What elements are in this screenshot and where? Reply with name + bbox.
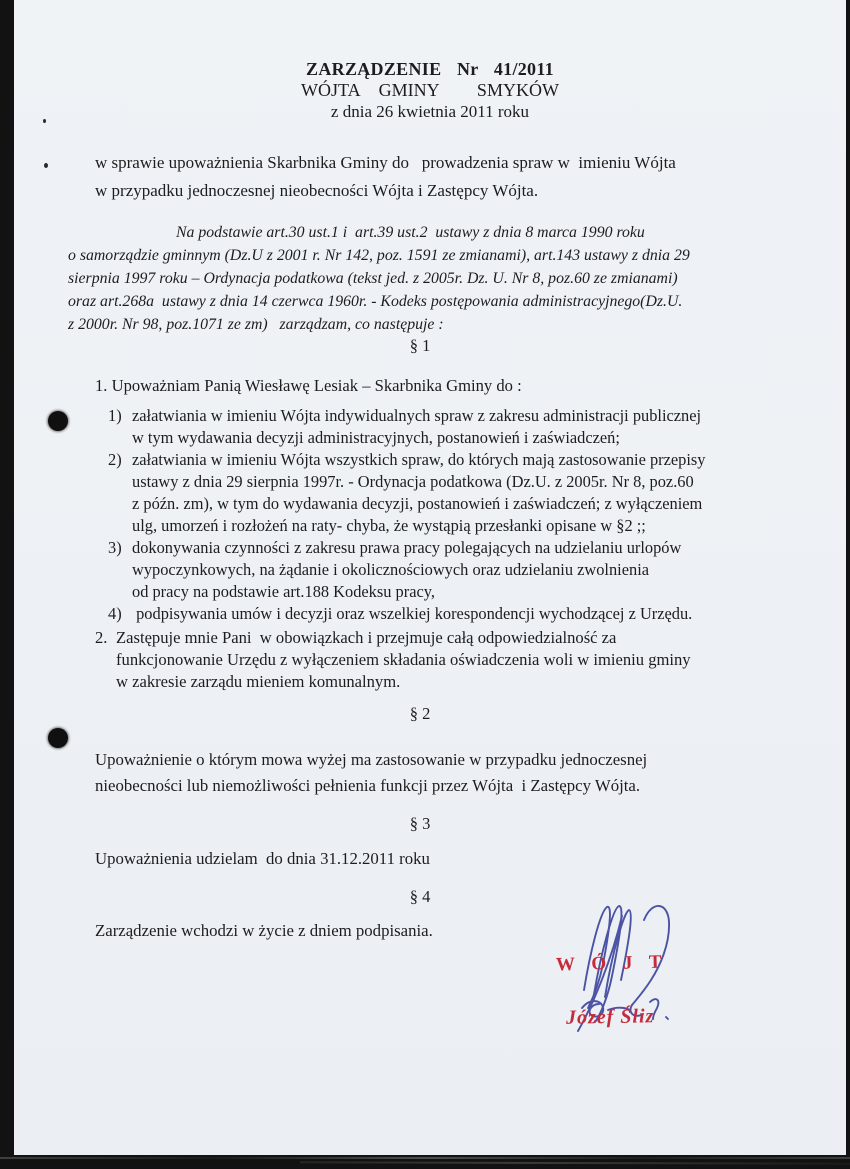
document-issuer: WÓJTA GMINY SMYKÓW bbox=[301, 80, 559, 100]
hole-punch-mark bbox=[48, 728, 68, 748]
item-number: 1) bbox=[108, 406, 122, 425]
scanner-edge-streak bbox=[300, 1161, 850, 1164]
section-2-heading: § 2 bbox=[409, 704, 431, 723]
section-3-paragraph: Upoważnienia udzielam do dnia 31.12.2011 roku bbox=[95, 849, 430, 868]
document-date: z dnia 26 kwietnia 2011 roku bbox=[330, 102, 530, 121]
wojt-stamp-title: W Ó J T bbox=[555, 951, 668, 976]
legal-basis-line: oraz art.268a ustawy z dnia 14 czerwca 1960r. - Kodeks postępowania administracyjnego(Dz.U. bbox=[68, 293, 683, 310]
item-number: 2. bbox=[95, 628, 108, 647]
list-item bbox=[108, 603, 798, 625]
scan-speck bbox=[43, 119, 46, 123]
legal-basis-line: z 2000r. Nr 98, poz.1071 ze zm) zarządzam, co następuje : bbox=[68, 316, 444, 333]
section-1-point-2 bbox=[95, 627, 795, 693]
section-4-heading: § 4 bbox=[409, 887, 431, 906]
list-item bbox=[108, 405, 798, 449]
section-1-heading: § 1 bbox=[409, 336, 431, 355]
hole-punch-mark bbox=[48, 411, 68, 431]
item-number: 2) bbox=[108, 450, 122, 469]
legal-basis-line: o samorządzie gminnym (Dz.U z 2001 r. Nr 142, poz. 1591 ze zmianami), art.143 ustawy z dnia 29 bbox=[68, 247, 690, 264]
subject-line: w sprawie upoważnienia Skarbnika Gminy do prowadzenia spraw w imieniu Wójta bbox=[95, 153, 676, 172]
item-text: załatwiania w imieniu Wójta wszystkich spraw, do których mają zastosowanie przepisy ustawy z dnia 29 sierpnia 1997r. - Ordynacja podatkowa (Dz.U. z 2005r. Nr 8, poz.60 z późn. zm), w tym do wydawania decyzji, postanowień i zaświadczeń; z wyłączeniem ulg, umorzeń i rozłożeń na raty- chyba, że wystąpią przesłanki opisane w §2 ;; bbox=[132, 450, 706, 535]
list-item bbox=[108, 537, 798, 603]
item-text: Zastępuje mnie Pani w obowiązkach i przejmuje całą odpowiedzialność za funkcjonowanie Urzędu z wyłączeniem składania oświadczenia woli w imieniu gminy w zakresie zarządu mieniem komunalnym. bbox=[116, 628, 691, 691]
subject-line: w przypadku jednoczesnej nieobecności Wójta i Zastępcy Wójta. bbox=[95, 181, 539, 200]
item-text: podpisywania umów i decyzji oraz wszelkiej korespondencji wychodzącej z Urzędu. bbox=[132, 604, 693, 623]
item-number: 4) bbox=[108, 604, 122, 623]
item-number: 3) bbox=[108, 538, 122, 557]
scanner-edge-streak bbox=[0, 1157, 850, 1159]
list-item bbox=[108, 449, 798, 537]
legal-basis-line: Na podstawie art.30 ust.1 i art.39 ust.2 ustawy z dnia 8 marca 1990 roku bbox=[176, 224, 645, 241]
document-title: ZARZĄDZENIE Nr 41/2011 bbox=[306, 59, 554, 79]
item-text: załatwiania w imieniu Wójta indywidualnych spraw z zakresu administracji publicznej w tym wydawania decyzji administracyjnych, postanowień i zaświadczeń; bbox=[132, 406, 702, 447]
section-1-items bbox=[108, 405, 798, 625]
section-1-intro: 1. Upoważniam Panią Wiesławę Lesiak – Skarbnika Gminy do : bbox=[95, 376, 522, 395]
scan-speck bbox=[44, 163, 48, 168]
document-subject bbox=[95, 149, 676, 205]
document-title-block bbox=[14, 58, 846, 123]
paper-sheet bbox=[14, 0, 846, 1155]
legal-basis-line: sierpnia 1997 roku – Ordynacja podatkowa (tekst jed. z 2005r. Dz. U. Nr 8, poz.60 ze zmianami) bbox=[68, 270, 678, 287]
section-3-heading: § 3 bbox=[409, 814, 431, 833]
section-2-paragraph: Upoważnienie o którym mowa wyżej ma zastosowanie w przypadku jednoczesnej nieobecności lub niemożliwości pełnienia funkcji przez Wójta i Zastępcy Wójta. bbox=[95, 750, 648, 795]
item-text: dokonywania czynności z zakresu prawa pracy polegających na udzielaniu urlopów wypoczynkowych, na żądanie i okolicznościowych oraz udzielaniu zwolnienia od pracy na podstawie art.188 Kodeksu pracy, bbox=[132, 538, 682, 601]
wojt-stamp-name: Józef Śliz bbox=[565, 1005, 655, 1029]
legal-basis-paragraph bbox=[68, 221, 782, 336]
section-4-paragraph: Zarządzenie wchodzi w życie z dniem podpisania. bbox=[95, 921, 433, 940]
